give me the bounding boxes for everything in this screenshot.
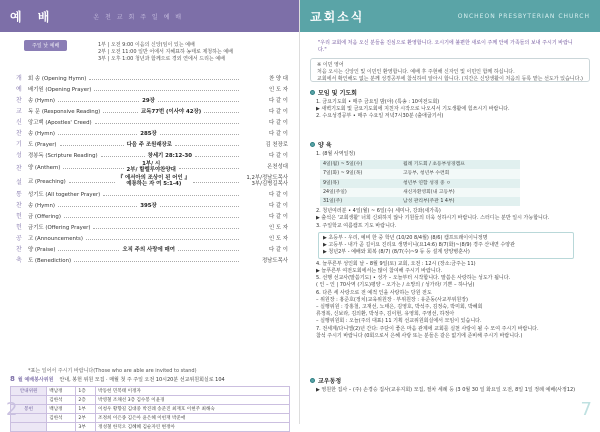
service-time-3: 3부 | 오후 1:00 청년과 함께으로 경외 연에서 드리는 예배 xyxy=(98,56,226,62)
training-item-1: 2. 청년여러분 • 4일(월) ~ 6일(수) 세미나, 강좌(새가족) xyxy=(316,208,441,215)
order-content: 395장 xyxy=(140,202,157,209)
order-item-char: 공 xyxy=(16,235,22,242)
camp-notice-1: ▶ 초등부 - 우리, 예비 한 중 학년 (10/20 8/4월) (8/6) 캠프트래이이니정명 xyxy=(323,234,488,241)
service-time-1: 1부 | 오전 9:00 이음의 신앙(임이 있는 예배 xyxy=(98,42,195,48)
table-cell: 백남정 xyxy=(47,387,76,396)
service-section-title: 월 예배봉사위원 xyxy=(17,376,54,383)
meeting-title-text: 모임 및 기도회 xyxy=(318,90,357,97)
training-after-line: 6. 다른 세 사랑으로 전 예적 인을 사랑하는 당원 전도 xyxy=(316,289,432,296)
order-item-char: 통 xyxy=(16,191,22,198)
schedule-cell: 24일(주일) xyxy=(320,188,400,197)
schedule-cell: 7일(화) ~ 9일(목) xyxy=(320,169,400,178)
table-row xyxy=(11,405,290,414)
table-cell: 김한석 xyxy=(47,396,76,405)
camp-notice-2: ▶ 고등부 - 내가 곧 길이요 진리요 생명이니(요14:6) 8/7(화)~(8/9) 경주 산내면 수양관 xyxy=(323,241,515,248)
dotted-leader xyxy=(94,87,239,91)
bullet-icon xyxy=(310,378,315,383)
training-title-text: 양 육 xyxy=(318,142,332,149)
order-label: 금기도 (Offering Prayer) xyxy=(28,224,91,231)
order-item-char: 찬 xyxy=(16,246,22,253)
training-after-line: 5. 선행 선교사(말씀기도) • 성가 – 오늘부터 시작합니다. 말씀은 사랑하는 성도가 됩니다. xyxy=(316,275,511,282)
order-leader: 인 도 자 xyxy=(268,86,288,93)
order-item-char: 설 xyxy=(16,178,22,186)
mission-body xyxy=(310,387,590,394)
bullet-icon xyxy=(310,90,315,95)
order-row xyxy=(16,116,288,127)
order-label: 교 (Preaching) xyxy=(28,179,66,185)
order-item-char: 신 xyxy=(16,119,22,126)
order-item-char: 찬 xyxy=(16,202,22,209)
order-content: 다음 주 조원래장로 xyxy=(126,141,172,148)
dotted-leader xyxy=(101,153,145,157)
mission-section xyxy=(310,376,590,394)
table-row xyxy=(11,387,290,396)
order-item-char: 헌 xyxy=(16,224,22,231)
dotted-leader xyxy=(204,109,239,113)
dotted-leader xyxy=(58,247,119,251)
news-header-band xyxy=(300,0,600,32)
order-label: 양 (Anthem) xyxy=(28,165,61,171)
schedule-row xyxy=(320,169,520,178)
order-leader: 인 도 자 xyxy=(268,224,288,231)
dotted-leader xyxy=(193,179,239,183)
dotted-leader xyxy=(64,214,239,218)
order-item-char: 개 xyxy=(16,75,22,82)
table-cell: 조정희 이은종 김은아 윤은혜 이헌재 박준애 xyxy=(96,414,290,423)
order-row xyxy=(16,105,288,116)
mission-title xyxy=(310,376,590,385)
order-item-char: 찬 xyxy=(16,164,22,172)
order-leader: 다 같 이 xyxy=(268,202,289,209)
order-label: 송 (Hymn) xyxy=(28,97,56,104)
dotted-leader xyxy=(160,131,239,135)
order-label: 경봉독 (Scripture Reading) xyxy=(28,152,98,159)
dotted-leader xyxy=(103,192,239,196)
training-after-line: – 위원장 : 홍준호(정치)교육위원장 · 부위원장 : 유준동(사교부위원장) xyxy=(316,296,468,303)
dotted-leader xyxy=(93,225,239,229)
dotted-leader xyxy=(195,153,239,157)
meeting-line-3: 2. 수요성경공부 • 매주 수요일 저녁7시30분 (출애굽기서) xyxy=(316,113,444,120)
order-row xyxy=(16,188,288,199)
order-label: 금 (Offering) xyxy=(28,213,61,220)
news-header-title: 교회소식 xyxy=(310,9,365,24)
order-of-worship xyxy=(16,72,288,265)
service-time-2: 2부 | 오전 11:00 일반 어에서 지혜표하 농태로 제청하는 예배 xyxy=(98,49,234,55)
order-leader: 다 같 이 xyxy=(268,246,288,253)
table-row xyxy=(11,414,290,423)
service-committee-table xyxy=(10,386,290,432)
dotted-leader xyxy=(60,142,124,146)
order-row xyxy=(16,83,288,94)
camp-notice-box xyxy=(318,232,574,259)
meeting-title xyxy=(310,88,590,97)
meeting-body xyxy=(310,99,590,121)
order-label: 송 (Hymn) xyxy=(28,202,56,209)
order-item-char: 헌 xyxy=(16,213,22,220)
training-body xyxy=(310,151,590,340)
left-page xyxy=(0,0,300,430)
order-leader: 김 천장로 xyxy=(265,141,289,148)
order-row xyxy=(16,199,288,210)
page-number-right: 7 xyxy=(580,399,592,420)
welcome-verse: "우리 교회에 처음 오신 분들을 진심으로 환영합니다. 오시기에 불편한 새로이 주께 안에 가족들의 보내 주시기 바랍니다." xyxy=(318,40,573,53)
reception-line-1: 처음 오시는 신앙인 및 이민인 환영합니다. 예배 후 주현해 신자인 및 이민인 함께 하십니다. xyxy=(317,69,515,75)
order-leader: 다 같 이 xyxy=(268,97,289,104)
standing-note: *표는 일어서 주시기 바랍니다(Those who are able are invited to stand) xyxy=(28,368,197,374)
schedule-cell: 4일(월) ~ 5일(수) xyxy=(320,160,400,169)
dotted-leader xyxy=(175,142,239,146)
order-label: 성기도 (All together Prayer) xyxy=(28,191,101,198)
table-cell xyxy=(11,423,47,432)
service-section-desc: 안내, 봉헌 위원 모집 · 매월 첫 주 주일 오전 10시20분 선교위원회실로 104 xyxy=(59,376,225,383)
order-leader: 다 같 이 xyxy=(268,108,288,115)
order-content: 『 에서아의 조상이 된 어인 』 예통하는 자 여 5:1-4) xyxy=(117,175,190,187)
dotted-leader xyxy=(95,120,239,124)
schedule-cell: 청년부 연합 성경 중 ㅇ xyxy=(400,179,520,188)
order-content: 1부/ 시 2부/ 할렐루야찬양대 xyxy=(126,161,176,173)
reception-line-2: 교회에서 확인해도 없는 분께 성경공부에 참석하여 알아시 합니다. (지간은 신앙생활이 처음의 등록 맡는 선도가 있습니다.) xyxy=(317,76,584,82)
table-cell: 박영철 조채선 3층 김수봉 이윤경 xyxy=(96,396,290,405)
order-row xyxy=(16,254,288,265)
order-content: 285장 xyxy=(140,130,157,137)
mission-title-text: 교우동정 xyxy=(318,378,342,385)
order-label: 고 (Announcements) xyxy=(28,235,83,242)
table-cell: 정성철 한덕오 김혜혜 김순자린 변정아 xyxy=(96,423,290,432)
table-cell: 백남정 xyxy=(47,405,76,414)
order-row xyxy=(16,174,288,188)
training-title xyxy=(310,140,590,149)
order-row xyxy=(16,149,288,160)
schedule-row xyxy=(320,197,520,206)
order-leader: 1,2부/정남도목사 3부/김병길목사 xyxy=(246,175,288,187)
training-item-3: 3. 주일학교 여름캠프 기도 바람니다. xyxy=(316,222,397,229)
schedule-row xyxy=(320,188,520,197)
table-cell: 봉헌 xyxy=(11,405,47,414)
schedule-row xyxy=(320,160,520,169)
order-label: 도 (Prayer) xyxy=(28,141,57,148)
table-cell: 박동헌 민복태 이정자 xyxy=(96,387,290,396)
page-number-left: 2 xyxy=(6,399,18,420)
dotted-leader xyxy=(160,203,239,207)
table-cell: 2부 xyxy=(76,414,96,423)
order-leader: 다 같 이 xyxy=(268,119,288,126)
right-page xyxy=(300,0,600,424)
order-label: 양 (Praise) xyxy=(28,246,56,253)
training-after-line: ( 인 – 인 | 70사역 (기도)평양 – 오가는 / 소망의 / 성가라/ 기쁜 – 하나님) xyxy=(316,282,475,289)
order-leader: 찬 양 대 xyxy=(268,75,288,82)
order-item-char: 축 xyxy=(16,257,22,264)
camp-notice-3: ▶ 청년2부 - 예배와 회복 (8/7) (8/7(수)~9 등 등 설계 양양병훈사) xyxy=(323,248,470,255)
order-label: 송 (Hymn) xyxy=(28,130,56,137)
order-leader: 다 같 이 xyxy=(268,130,289,137)
training-section xyxy=(310,140,590,340)
schedule-row xyxy=(320,179,520,188)
dotted-leader xyxy=(103,109,138,113)
order-item-char: 기 xyxy=(16,141,22,148)
worship-header-subtitle: 온 천 교 회 주 일 예 배 xyxy=(93,13,184,21)
reception-title: ※ 이민 영어 xyxy=(317,62,344,68)
order-item-char: 찬 xyxy=(16,130,22,137)
service-month: 8 xyxy=(10,375,15,383)
dotted-leader xyxy=(179,165,239,169)
schedule-cell: 남성 관리부(주관 1 4부) xyxy=(400,197,520,206)
order-content: 29장 xyxy=(142,97,155,104)
table-cell: 2층 xyxy=(76,396,96,405)
table-row xyxy=(11,396,290,405)
meeting-line-1: 1. 금요기도회 • 매주 금요일 밤(야) (특송 : 10여전도회) xyxy=(316,99,440,105)
order-label: 앙고백 (Apostles' Creed) xyxy=(28,119,92,126)
table-row xyxy=(11,423,290,432)
schedule-cell: 고등부, 청년부 수련회 xyxy=(400,169,520,178)
order-label: 도 (Benediction) xyxy=(28,257,72,264)
dotted-leader xyxy=(58,203,137,207)
order-row xyxy=(16,127,288,138)
order-row xyxy=(16,94,288,105)
dotted-leader xyxy=(89,76,239,80)
order-row xyxy=(16,210,288,221)
table-cell: 1층 xyxy=(76,387,96,396)
order-row xyxy=(16,138,288,149)
schedule-cell: 월례 기도회 / 초등부성경캠프 xyxy=(400,160,520,169)
table-cell xyxy=(47,423,76,432)
schedule-cell: 31일(주) xyxy=(320,197,400,206)
order-leader: 다 같 이 xyxy=(268,213,288,220)
order-row xyxy=(16,232,288,243)
training-after-line: ▶ 늘푸른부 여전도회에서는 많이 참여해 주시기 바랍니다. xyxy=(316,268,443,275)
dotted-leader xyxy=(58,98,139,102)
table-cell: 안내위원 xyxy=(11,387,47,396)
order-item-char: 성 xyxy=(16,152,22,159)
sunday-worship-badge: 주일 낮 예배 xyxy=(24,40,67,51)
order-leader: 다 같 이 xyxy=(268,152,289,159)
training-item-2: ▶ 출석은 '교회생활' 너희 신뢰하지 않나 기원들의 더욱 성하시기 바랍니다. 스터디는 분반 일시 가능합니다. xyxy=(316,215,550,222)
dotted-leader xyxy=(178,247,239,251)
training-after-line: 7. 전세계/다니엘(2)년 간다: 주단이 좋은 마음 관계에 교회를 실천 사랑이 될 수 모여 주시기 바랍니다. xyxy=(316,325,539,332)
order-label: 배기원 (Opening Prayer) xyxy=(28,86,92,93)
schedule-cell: 9일(목) xyxy=(320,179,400,188)
mission-line-1: ▶ 영원한 집사 – (주) 손경승 집사(교유지회) 모집, 절차 세례 등 (3 0월 30 일 화요일 오전, 8일 1일 정례 예배(사정12) xyxy=(316,387,576,393)
order-leader: 온천성대 xyxy=(267,164,289,170)
order-row xyxy=(16,72,288,83)
order-item-char: 찬 xyxy=(16,97,22,104)
table-cell: 이청우 황향길 김대중 박진례 송준진 최재호 이현주 최해숙 xyxy=(96,405,290,414)
training-after-line: 류정복, 신보라, 김의환, 박성주, 김이현, 유영희, 주영선, 하정아 xyxy=(316,311,455,318)
order-label: 회 송 (Opening Hymn) xyxy=(28,75,87,82)
order-row xyxy=(16,243,288,254)
training-intro: 1. (8월 사역일정) xyxy=(316,151,356,157)
meeting-section xyxy=(310,88,590,121)
service-times xyxy=(98,42,233,63)
reception-box xyxy=(310,58,590,82)
table-cell: 3부 xyxy=(76,423,96,432)
worship-header-title: 예 배 xyxy=(10,9,56,24)
order-leader: 정남도목사 xyxy=(261,257,288,264)
table-cell: 김한석 xyxy=(47,414,76,423)
order-item-char: 예 xyxy=(16,86,22,93)
training-after xyxy=(310,261,590,340)
schedule-cell: 새신자환영회(내 고등부) xyxy=(400,188,520,197)
service-section-header xyxy=(10,375,225,383)
order-row xyxy=(16,221,288,232)
order-content: 교독77번 (이사야 42장) xyxy=(141,108,202,115)
meeting-line-2: ▶ 새벽기도회 및 금요기도회에 지친자 시작으로 나오셔서 기도생활에 힘쓰시기 바랍니다. xyxy=(316,106,510,113)
order-content: 오직 주의 사랑에 매여 xyxy=(122,246,175,253)
order-row xyxy=(16,160,288,174)
order-leader: 인 도 자 xyxy=(268,235,288,242)
dotted-leader xyxy=(158,98,239,102)
training-after-line: – 실행위원회 : 오늘(주의 대표) 11 기획 선교위원회실에서 모임이 있습니다. xyxy=(316,318,482,325)
worship-header-band xyxy=(0,0,299,32)
order-item-char: 교 xyxy=(16,108,22,115)
dotted-leader xyxy=(86,236,239,240)
order-leader: 다 같 이 xyxy=(268,191,288,198)
training-after-line: – 실행위원 : 강홍철, 고재선, 노태은, 김영호, 박석주, 김정숙, 박미회, 박혜회 xyxy=(316,304,483,311)
order-label: 독 문 (Responsive Reading) xyxy=(28,108,101,115)
august-schedule-table xyxy=(320,160,520,206)
training-after-line: 4. 늘푸른부 성인회 날 – 8월 9일(토) 교회, 오전 : 12시 (장소:금주는 11) xyxy=(316,260,476,267)
training-after-line: 참석 주시기 바랍니다 (0회으로서 은혜 사랑 또는 분들은 같은 없기에 준비해 주시기 바랍니다.) xyxy=(316,332,523,339)
dotted-leader xyxy=(58,131,137,135)
order-content: 창세기 28:12-30 xyxy=(147,152,193,159)
table-cell: 1부 xyxy=(76,405,96,414)
dotted-leader xyxy=(69,179,115,183)
news-header-subtitle: ONCHEON PRESBYTERIAN CHURCH xyxy=(457,12,590,20)
bullet-icon xyxy=(310,142,315,147)
dotted-leader xyxy=(63,165,123,169)
dotted-leader xyxy=(74,258,239,262)
